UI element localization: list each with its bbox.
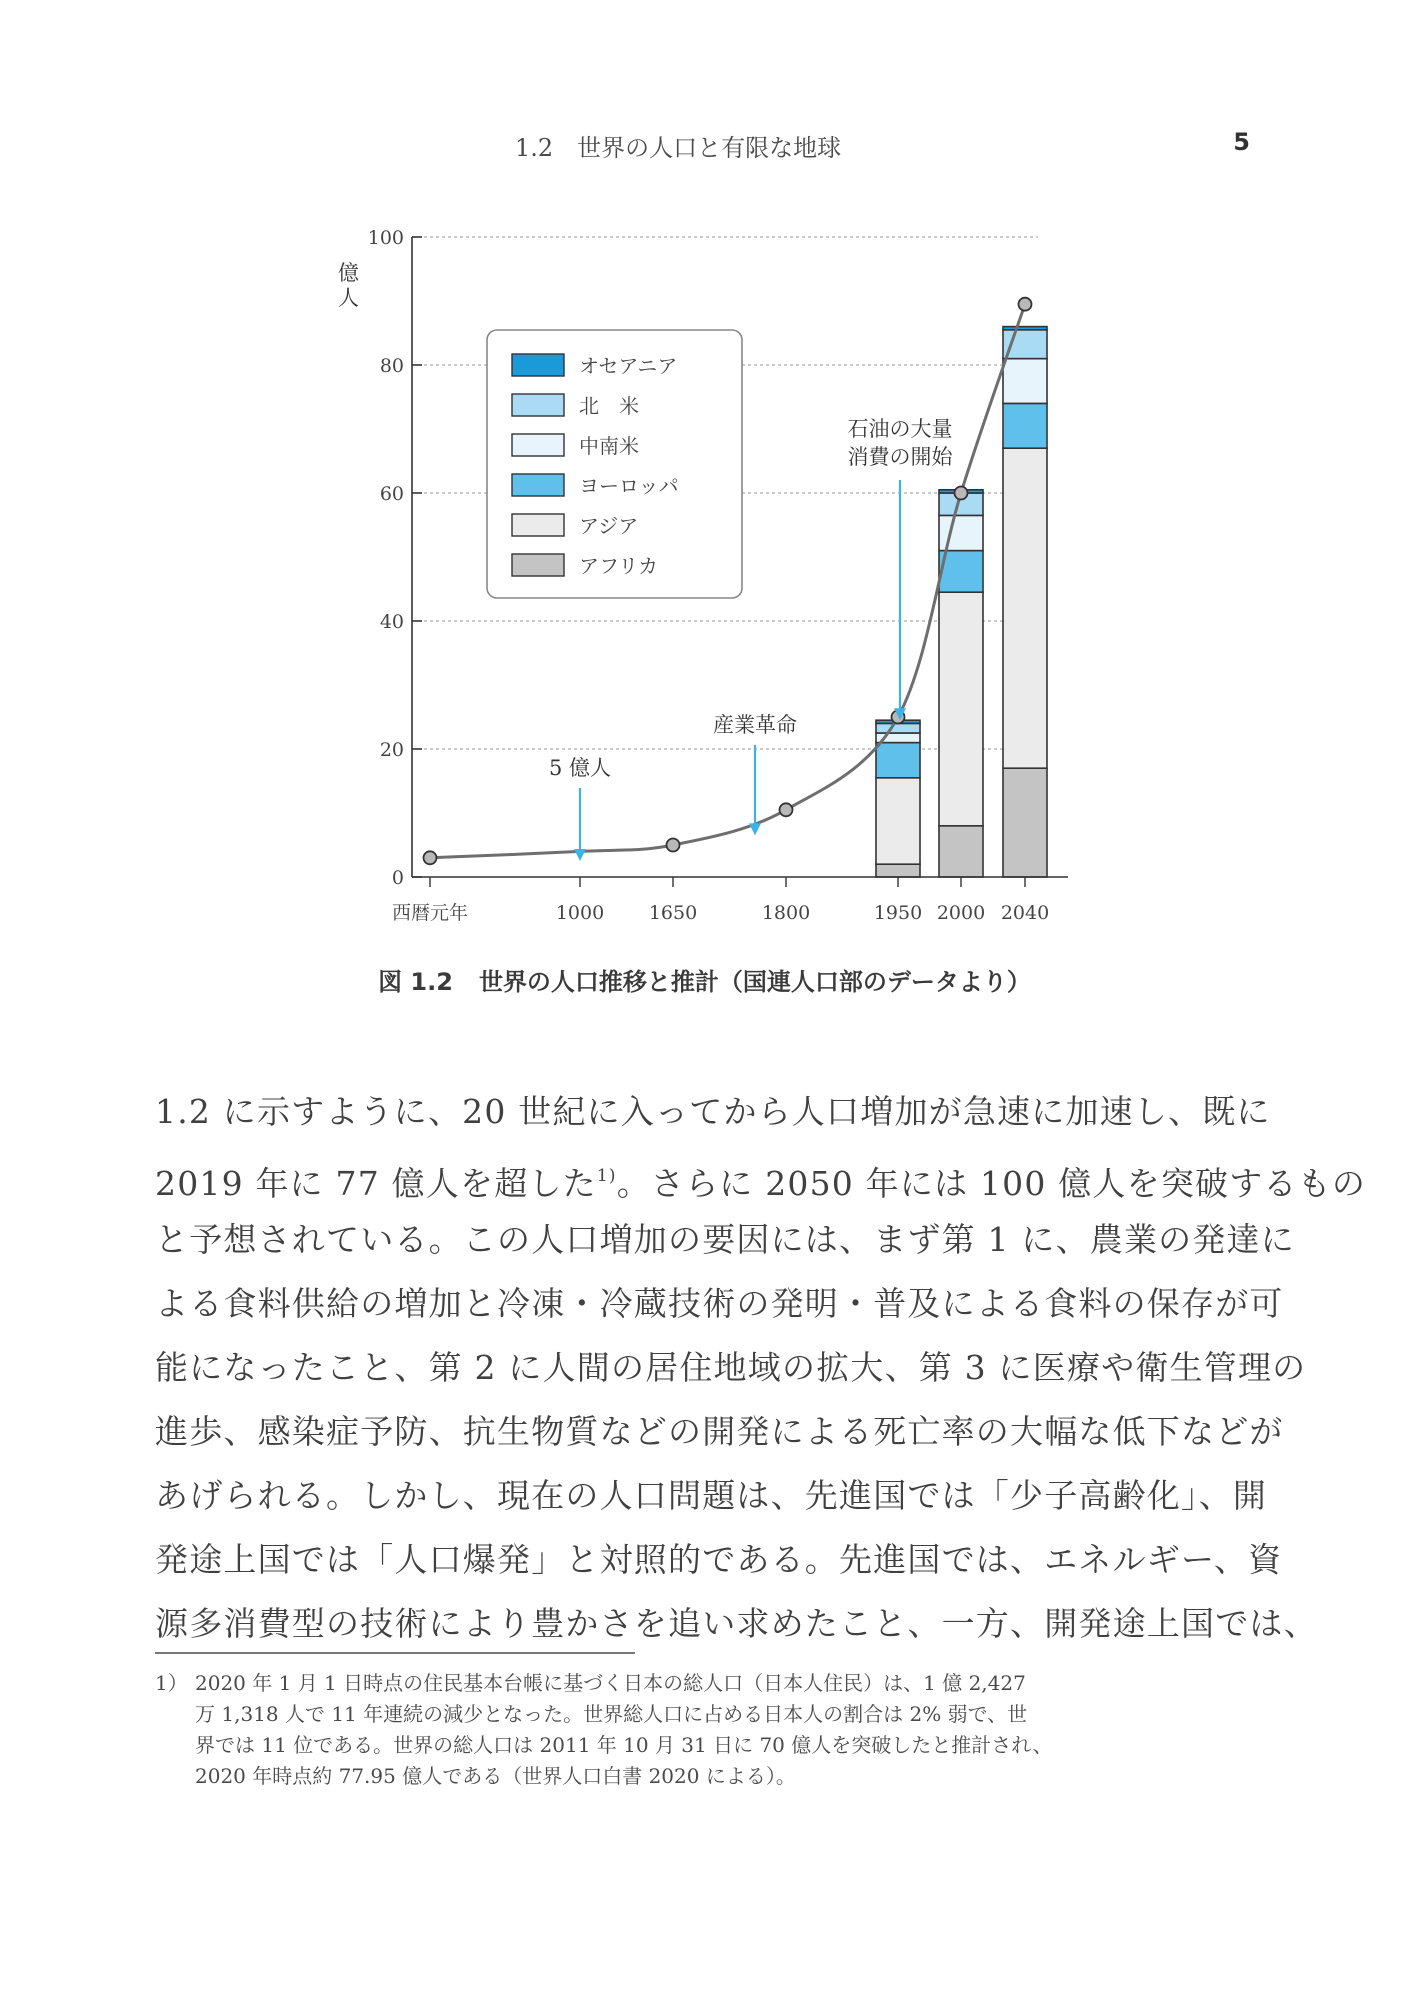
x-tick-label: 1950 (873, 902, 923, 924)
footnote-line: 2020 年時点約 77.95 億人である（世界人口白書 2020 による）。 (195, 1764, 796, 1788)
footnote-marker: 1） (155, 1671, 188, 1695)
bar-segment (1003, 403, 1047, 448)
x-tick-label: 2040 (1000, 902, 1050, 924)
figure-caption (0, 962, 1409, 997)
body-line: あげられる。しかし、現在の人口問題は、先進国では「少子高齢化」、開 (155, 1476, 1268, 1515)
y-tick-label: 20 (379, 739, 404, 761)
bar-segment (939, 515, 983, 550)
bar-segment (939, 592, 983, 826)
body-line: よる食料供給の増加と冷凍・冷蔵技術の発明・普及による食料の保存が可 (155, 1284, 1284, 1323)
y-axis-label: 億人 (338, 261, 359, 310)
data-point (780, 803, 793, 816)
bar-segment (1003, 359, 1047, 404)
data-point (667, 839, 680, 852)
body-line: 源多消費型の技術により豊かさを追い求めたこと、一方、開発途上国では、 (155, 1604, 1318, 1643)
bar-segment (1003, 448, 1047, 768)
footnote-text: 2020 年 1 月 1 日時点の住民基本台帳に基づく日本の総人口（日本人住民）は、1 億 2,427 (195, 1671, 1026, 1695)
footnote-ref[interactable]: 1) (596, 1166, 617, 1186)
caption-text: 世界の人口推移と推計（国連人口部のデータより） (478, 968, 1031, 996)
annotation-label: 石油の大量消費の開始 (847, 417, 953, 469)
bar-segment (876, 778, 920, 864)
x-tick-label: 1000 (555, 902, 605, 924)
legend-label: アジア (579, 514, 639, 538)
page-number: 5 (1233, 128, 1250, 156)
legend-label: 中南米 (579, 434, 639, 458)
bar-segment (876, 743, 920, 778)
x-tick-label: 1800 (761, 902, 811, 924)
body-text (155, 1080, 1367, 1656)
y-tick-label: 0 (391, 867, 404, 889)
body-line-part: 2019 年に 77 億人を超した (155, 1164, 597, 1203)
legend-label: ヨーロッパ (579, 474, 679, 498)
data-point (955, 487, 968, 500)
bar-segment (1003, 768, 1047, 877)
legend-swatch (512, 474, 564, 496)
bar-segment (1003, 327, 1047, 330)
x-tick-label: 西暦元年 (391, 902, 469, 924)
body-line: 発途上国では「人口爆発」と対照的である。先進国では、エネルギー、資 (155, 1540, 1283, 1579)
legend-label: 北 米 (579, 394, 639, 418)
footnote-line (155, 1668, 1255, 1699)
y-tick-label: 80 (379, 355, 404, 377)
annotation-label: 5 億人 (548, 756, 612, 780)
bar-segment (939, 826, 983, 877)
legend-label: オセアニア (579, 354, 678, 378)
caption-number: 図 1.2 (378, 968, 453, 996)
body-line: 1.2 に示すように、20 世紀に入ってから人口増加が急速に加速し、既に (155, 1092, 1271, 1131)
footnote-line: 界では 11 位である。世界の総人口は 2011 年 10 月 31 日に 70 億人を突破したと推計され、 (195, 1733, 1053, 1757)
data-point (1019, 298, 1032, 311)
y-tick-label: 100 (367, 227, 404, 249)
body-line (155, 1144, 1367, 1208)
y-tick-label: 60 (379, 483, 404, 505)
body-line: と予想されている。この人口増加の要因には、まず第 1 に、農業の発達に (155, 1220, 1295, 1259)
y-tick-label: 40 (379, 611, 404, 633)
body-line-part: 。さらに 2050 年には 100 億人を突破するもの (616, 1164, 1367, 1203)
legend-swatch (512, 354, 564, 376)
data-point (424, 851, 437, 864)
x-tick-label: 2000 (936, 902, 986, 924)
annotation-arrowhead (574, 849, 586, 861)
body-line: 進歩、感染症予防、抗生物質などの開発による死亡率の大幅な低下などが (155, 1412, 1284, 1451)
x-tick-label: 1650 (648, 902, 698, 924)
legend-swatch (512, 554, 564, 576)
footnote-rule (155, 1652, 635, 1654)
annotation-label: 産業革命 (713, 713, 797, 737)
annotation-arrowhead (749, 823, 761, 835)
legend-swatch (512, 434, 564, 456)
bar-segment (876, 723, 920, 733)
footnote-line: 万 1,318 人で 11 年連続の減少となった。世界総人口に占める日本人の割合は 2% 弱で、世 (195, 1702, 1028, 1726)
legend-label: アフリカ (579, 554, 658, 578)
footnote (155, 1668, 1255, 1792)
legend-swatch (512, 514, 564, 536)
legend-swatch (512, 394, 564, 416)
bar-segment (876, 864, 920, 877)
body-line: 能になったこと、第 2 に人間の居住地域の拡大、第 3 に医療や衛生管理の (155, 1348, 1307, 1387)
section-title: 1.2 世界の人口と有限な地球 (515, 134, 842, 162)
